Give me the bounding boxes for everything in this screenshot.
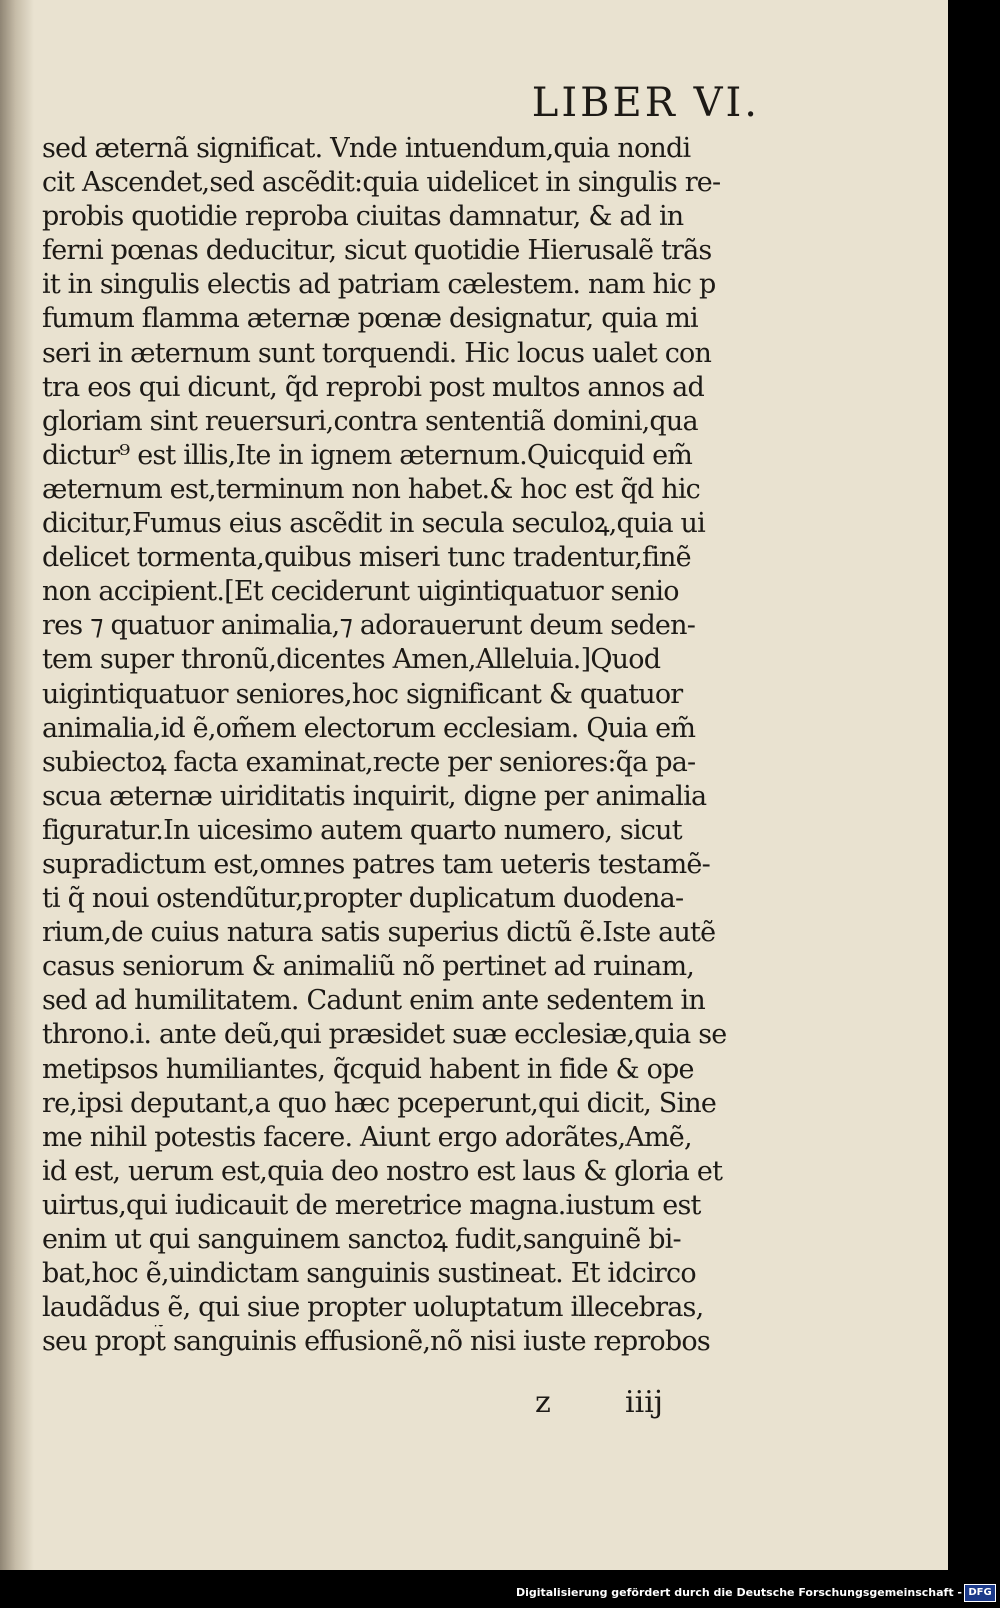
text-line: fumum flamma æternæ pœnæ designatur, quia mi: [42, 303, 698, 335]
running-header: LIBER VI.: [531, 80, 760, 126]
text-line: laudãdus ẽ, qui siue propter uoluptatum illecebras,: [42, 1292, 704, 1324]
text-line: tem super thronũ,dicentes Amen,Alleluia.]Quod: [42, 644, 661, 676]
text-line: rium,de cuius natura satis superius dictũ ẽ.Iste autẽ: [42, 917, 716, 949]
text-line: sed æternã significat. Vnde intuendum,quia nondi: [42, 133, 691, 164]
text-line: supradictum est,omnes patres tam ueteris testamẽ-: [42, 848, 710, 880]
digitization-credit: Digitalisierung gefördert durch die Deutsche Forschungsgemeinschaft -: [515, 1586, 962, 1599]
text-line: scua æternæ uiriditatis inquirit, digne per animalia: [42, 780, 707, 812]
text-line: it in singulis electis ad patriam cælestem. nam hic p: [42, 269, 716, 301]
text-line: subiectoꝝ facta examinat,recte per seniores:q̃a pa-: [42, 746, 696, 778]
text-line: bat,hoc ẽ,uindictam sanguinis sustineat. Et idcirco: [42, 1258, 696, 1290]
page-gutter-shadow: [0, 0, 34, 1570]
text-line: animalia,id ẽ,om̃em electorum ecclesiam. Quia em̃: [42, 712, 696, 744]
text-line: uirtus,qui iudicauit de meretrice magna.iustum est: [42, 1189, 701, 1221]
text-line: dicitur,Fumus eius ascẽdit in secula seculoꝝ,quia ui: [42, 508, 705, 540]
text-line: probis quotidie reproba ciuitas damnatur, & ad in: [42, 201, 684, 233]
text-line: enim ut qui sanguinem sanctoꝝ fudit,sanguinẽ bi-: [42, 1224, 681, 1255]
text-line: seu propt̃ sanguinis effusionẽ,nõ nisi iuste reprobos: [42, 1326, 710, 1358]
folio-number: iiij: [625, 1385, 664, 1420]
text-line: uigintiquatuor seniores,hoc significant & quatuor: [42, 678, 683, 710]
text-line: figuratur.In uicesimo autem quarto numero, sicut: [42, 814, 682, 846]
text-line: dictur⁹ est illis,Ite in ignem æternum.Quicquid em̃: [42, 439, 693, 471]
text-line: ti q̃ noui ostendũtur,propter duplicatum duodena-: [42, 883, 684, 915]
text-line: throno.i. ante deũ,qui præsidet suæ ecclesiæ,quia se: [42, 1019, 727, 1051]
text-line: id est, uerum est,quia deo nostro est laus & gloria et: [42, 1155, 723, 1187]
text-line: delicet tormenta,quibus miseri tunc tradentur,finẽ: [42, 542, 691, 574]
text-line: metipsos humiliantes, q̃cquid habent in fide & ope: [42, 1053, 694, 1085]
text-line: re,ipsi deputant,a quo hæc pceperunt,qui dicit, Sine: [42, 1087, 717, 1119]
dfg-logo-icon: DFG: [964, 1584, 996, 1602]
text-line: cit Ascendet,sed ascẽdit:quia uidelicet in singulis re-: [42, 167, 721, 199]
text-line: seri in æternum sunt torquendi. Hic locus ualet con: [42, 337, 712, 369]
text-line: res ⁊ quatuor animalia,⁊ adorauerunt deum seden-: [42, 610, 696, 642]
text-line: æternum est,terminum non habet.& hoc est q̃d hic: [42, 473, 701, 505]
text-line: gloriam sint reuersuri,contra sententiã domini,qua: [42, 405, 698, 437]
signature-mark: z: [535, 1385, 551, 1420]
text-line: non accipient.[Et ceciderunt uigintiquatuor senio: [42, 576, 679, 608]
text-line: sed ad humilitatem. Cadunt enim ante sedentem in: [42, 985, 705, 1017]
text-line: ferni pœnas deducitur, sicut quotidie Hierusalẽ trãs: [42, 235, 712, 267]
text-line: casus seniorum & animaliũ nõ pertinet ad ruinam,: [42, 951, 695, 983]
text-line: me nihil potestis facere. Aiunt ergo adorãtes,Amẽ,: [42, 1121, 692, 1153]
text-line: tra eos qui dicunt, q̃d reprobi post multos annos ad: [42, 371, 704, 403]
text-block: [42, 132, 756, 1359]
